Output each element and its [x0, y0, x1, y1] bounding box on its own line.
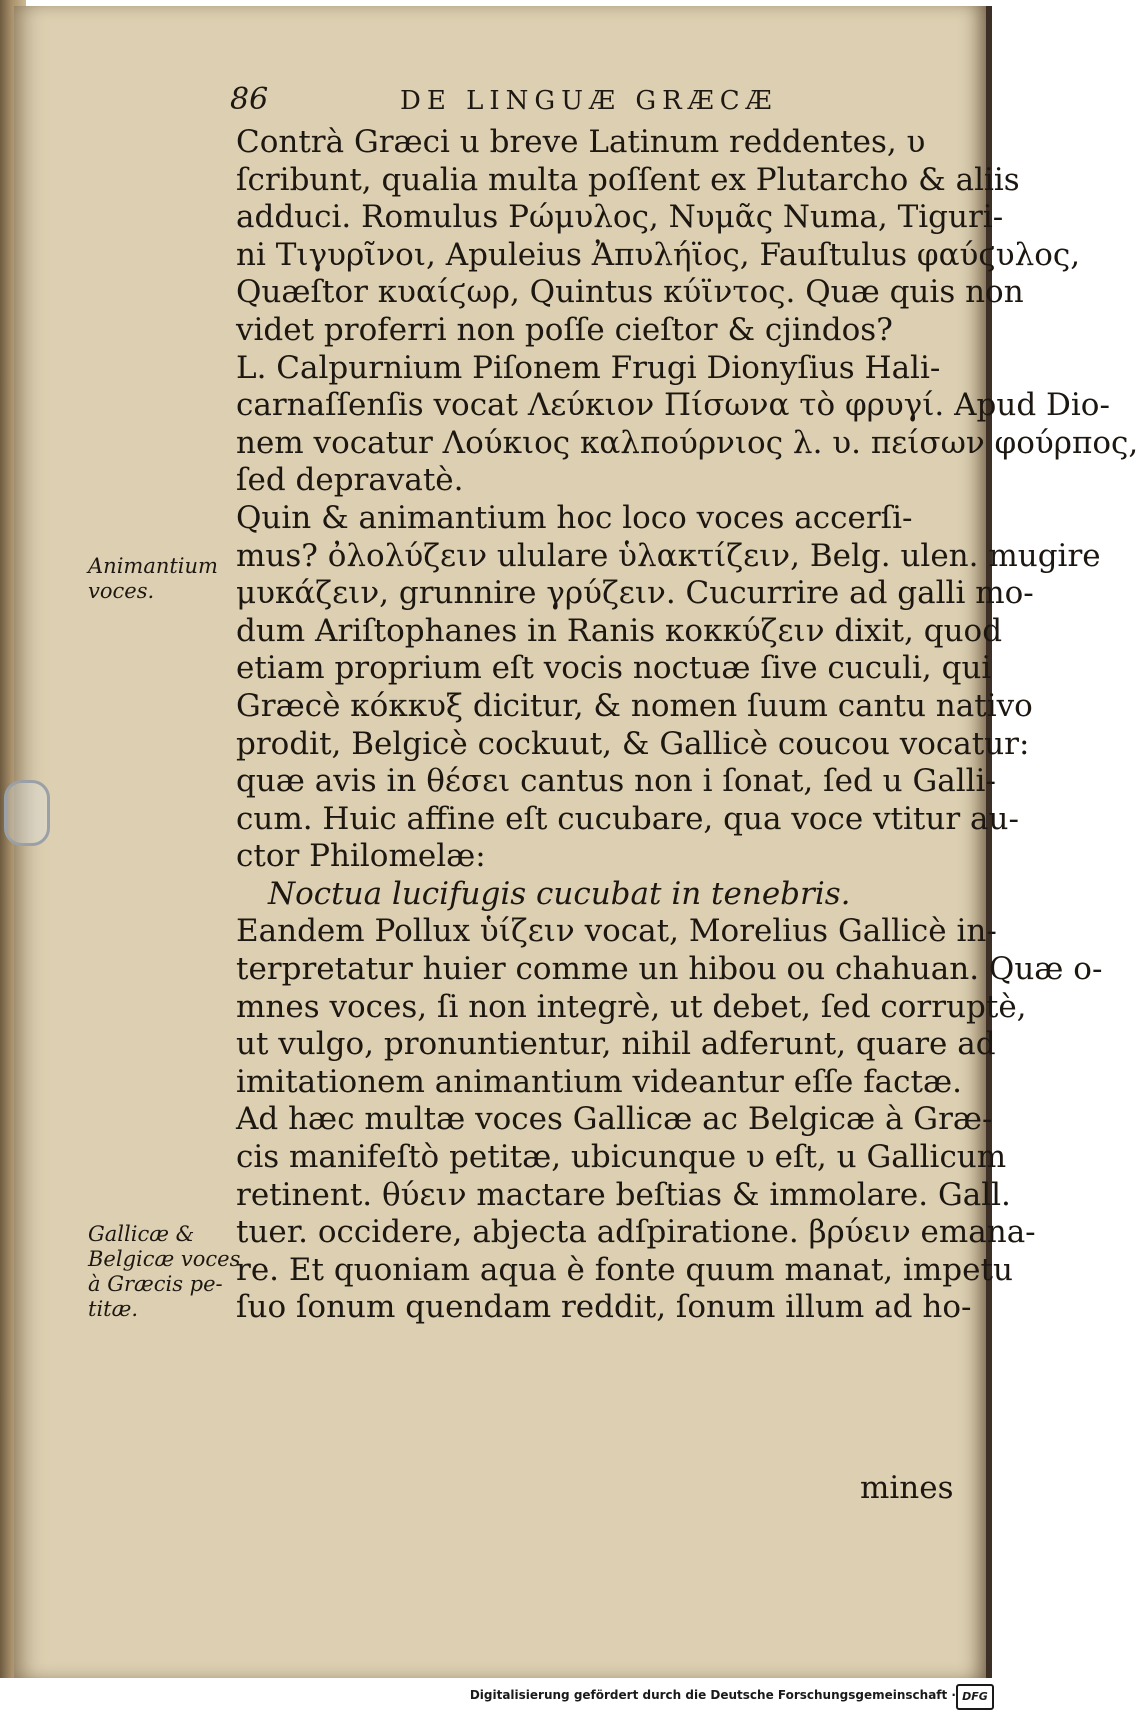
text-line: terpretatur huier comme un hibou ou chahuan. Quæ o-	[236, 951, 1103, 988]
margin-note-line: Gallicæ &	[88, 1222, 195, 1246]
text-line: ut vulgo, pronuntientur, nihil adferunt, quare ad	[236, 1026, 996, 1063]
verse-quote: Noctua lucifugis cucubat in tenebris.	[268, 875, 851, 912]
text-line: dum Ariſtophanes in Ranis κοκκύζειν dixit, quod	[236, 612, 1003, 649]
text-line: Contrà Græci u breve Latinum reddentes, υ	[236, 124, 926, 160]
margin-note-line: à Græcis pe-	[88, 1272, 223, 1296]
margin-note-gallicae	[88, 1222, 241, 1322]
margin-note-line: voces.	[88, 579, 155, 603]
text-line: Quæſtor κυαίϛωρ, Quintus κύϊντος. Quæ quis non	[236, 274, 1024, 311]
page-number: 86	[230, 82, 269, 117]
text-line: mus? ὀλολύζειν ululare ὑλακτίζειν, Belg. ulen. mugire	[236, 537, 1101, 574]
text-line: Quin & animantium hoc loco voces accerſi-	[236, 499, 913, 536]
text-line: imitationem animantium videantur eſſe factæ.	[236, 1063, 962, 1100]
text-line: ſed depravatè.	[236, 462, 464, 499]
text-line: L. Calpurnium Piſonem Frugi Dionyſius Hali-	[236, 349, 941, 386]
main-text	[236, 124, 1138, 1327]
text-line: ctor Philomelæ:	[236, 838, 486, 875]
funding-credit: Digitalisierung gefördert durch die Deutsche Forschungsgemeinschaft ·	[469, 1688, 956, 1702]
running-title: DE LINGUÆ GRÆCÆ	[400, 86, 778, 116]
text-line: nem vocatur Λούκιος καλπούρνιος λ. υ. πείσων φούρπος,	[236, 424, 1138, 461]
footer-bar	[0, 1678, 1000, 1714]
text-line: tuer. occidere, abjecta adſpiratione. βρύειν emana-	[236, 1214, 1036, 1251]
text-line: cum. Huic affine eſt cucubare, qua voce vtitur au-	[236, 800, 1019, 837]
dfg-logo: DFG	[956, 1684, 994, 1710]
text-line: adduci. Romulus Ρώμυλος, Νυμᾶς Numa, Tiguri-	[236, 199, 1004, 236]
text-line: re. Et quoniam aqua è fonte quum manat, impetu	[236, 1251, 1013, 1288]
text-line: μυκάζειν, grunnire γρύζειν. Cucurrire ad galli mo-	[236, 575, 1034, 612]
text-line: Eandem Pollux ὑίζειν vocat, Morelius Gallicè in-	[236, 913, 997, 950]
margin-note-animantium	[88, 554, 218, 604]
margin-note-line: Animantium	[88, 554, 218, 578]
text-line: carnaſſenſis vocat Λεύκιον Πίσωνα τὸ φρυγί. Apud Dio-	[236, 387, 1110, 424]
text-line: videt proferri non poſſe cieſtor & cjindos?	[236, 311, 893, 348]
page-clip	[4, 780, 50, 846]
text-line: retinent. θύειν mactare beſtias & immolare. Gall.	[236, 1176, 1011, 1213]
margin-note-line: Belgicæ voces	[88, 1247, 241, 1271]
page-header	[230, 82, 870, 122]
text-line: Ad hæc multæ voces Gallicæ ac Belgicæ à Græ-	[236, 1101, 993, 1138]
text-line: quæ avis in θέσει cantus non i ſonat, ſed u Galli-	[236, 763, 996, 800]
catchword: mines	[860, 1470, 954, 1506]
text-line: prodit, Belgicè cockuut, & Gallicè coucou vocatur:	[236, 725, 1030, 762]
text-line: ſuo ſonum quendam reddit, ſonum illum ad ho-	[236, 1289, 972, 1326]
text-line: ni Τιγυρῖνοι, Apuleius Ἀπυλήϊος, Fauſtulus φαύϛυλος,	[236, 236, 1081, 273]
text-line: cis manifeſtò petitæ, ubicunque υ eſt, u Gallicum	[236, 1139, 1007, 1176]
text-line: Græcè κόκκυξ dicitur, & nomen ſuum cantu nativo	[236, 687, 1033, 724]
text-line: ſcribunt, qualia multa poſſent ex Plutarcho & aliis	[236, 161, 1020, 198]
text-line: etiam proprium eſt vocis noctuæ ſive cuculi, qui	[236, 650, 992, 687]
margin-note-line: titæ.	[88, 1297, 139, 1321]
text-line: mnes voces, ſi non integrè, ut debet, ſed corruptè,	[236, 988, 1027, 1025]
